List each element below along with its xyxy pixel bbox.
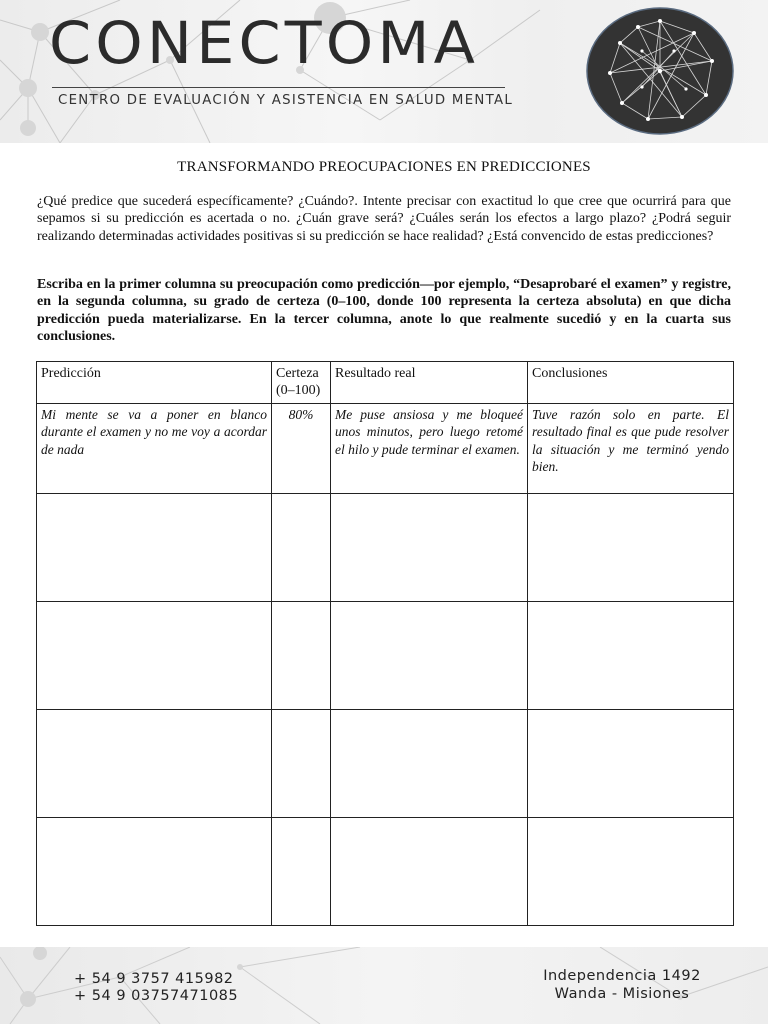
cell-result-input[interactable] bbox=[331, 818, 528, 926]
table-row-empty bbox=[37, 602, 734, 710]
cell-certainty-input[interactable] bbox=[272, 602, 331, 710]
header-conclusions: Conclusiones bbox=[528, 362, 734, 404]
example-conclusions: Tuve razón solo en parte. El resultado final es que pude resolver la situación y me terminó yendo bien. bbox=[528, 404, 734, 494]
table-row-empty bbox=[37, 494, 734, 602]
phone-number-1: + 54 9 3757 415982 bbox=[74, 971, 234, 987]
address-city: Wanda - Misiones bbox=[554, 986, 690, 1002]
example-certainty: 80% bbox=[272, 404, 331, 494]
header-prediction: Predicción bbox=[37, 362, 272, 404]
neural-network-sphere-icon bbox=[586, 7, 734, 135]
cell-certainty-input[interactable] bbox=[272, 818, 331, 926]
table-row-empty bbox=[37, 818, 734, 926]
table-header-row bbox=[37, 362, 734, 404]
instructions-paragraph: Escriba en la primer columna su preocupación como predicción—por ejemplo, “Desaprobaré el examen” y registre, en la segunda columna, su grado de certeza (0–100, donde 100 representa la certeza absoluta) en que dicha predicción pueda materializarse. En la tercer columna, anote lo que realmente sucedió y en la cuarta sus conclusiones. bbox=[37, 277, 731, 345]
table-row-example bbox=[37, 404, 734, 494]
cell-conclusions-input[interactable] bbox=[528, 602, 734, 710]
brand-divider bbox=[52, 87, 505, 88]
header-banner bbox=[0, 0, 768, 143]
cell-conclusions-input[interactable] bbox=[528, 818, 734, 926]
intro-paragraph: ¿Qué predice que sucederá específicamente? ¿Cuándo?. Intente precisar con exactitud lo que cree que ocurrirá para que sepamos si su predicción es acertada o no. ¿Cuán grave será? ¿Cuáles serán los efectos a largo plazo? ¿Podrá seguir realizando determinadas actividades positivas si su predicción se hace realidad? ¿Está convencido de estas predicciones? bbox=[37, 194, 731, 244]
header-certainty: Certeza (0–100) bbox=[272, 362, 331, 404]
cell-result-input[interactable] bbox=[331, 710, 528, 818]
cell-prediction-input[interactable] bbox=[37, 494, 272, 602]
document-title: TRANSFORMANDO PREOCUPACIONES EN PREDICCIONES bbox=[177, 159, 591, 175]
cell-conclusions-input[interactable] bbox=[528, 710, 734, 818]
cell-result-input[interactable] bbox=[331, 494, 528, 602]
table-row-empty bbox=[37, 710, 734, 818]
phone-number-2: + 54 9 03757471085 bbox=[74, 988, 239, 1004]
brand-subtitle: CENTRO DE EVALUACIÓN Y ASISTENCIA EN SALUD MENTAL bbox=[58, 93, 514, 108]
cell-prediction-input[interactable] bbox=[37, 818, 272, 926]
header-result: Resultado real bbox=[331, 362, 528, 404]
brand-title: CONECTOMA bbox=[49, 9, 480, 77]
example-prediction: Mi mente se va a poner en blanco durante el examen y no me voy a acordar de nada bbox=[37, 404, 272, 494]
cell-certainty-input[interactable] bbox=[272, 710, 331, 818]
cell-prediction-input[interactable] bbox=[37, 602, 272, 710]
example-result: Me puse ansiosa y me bloqueé unos minutos, pero luego retomé el hilo y pude terminar el examen. bbox=[331, 404, 528, 494]
footer-banner bbox=[0, 947, 768, 1024]
cell-conclusions-input[interactable] bbox=[528, 494, 734, 602]
cell-certainty-input[interactable] bbox=[272, 494, 331, 602]
cell-result-input[interactable] bbox=[331, 602, 528, 710]
address-street: Independencia 1492 bbox=[543, 968, 701, 984]
cell-prediction-input[interactable] bbox=[37, 710, 272, 818]
predictions-table bbox=[36, 361, 734, 926]
